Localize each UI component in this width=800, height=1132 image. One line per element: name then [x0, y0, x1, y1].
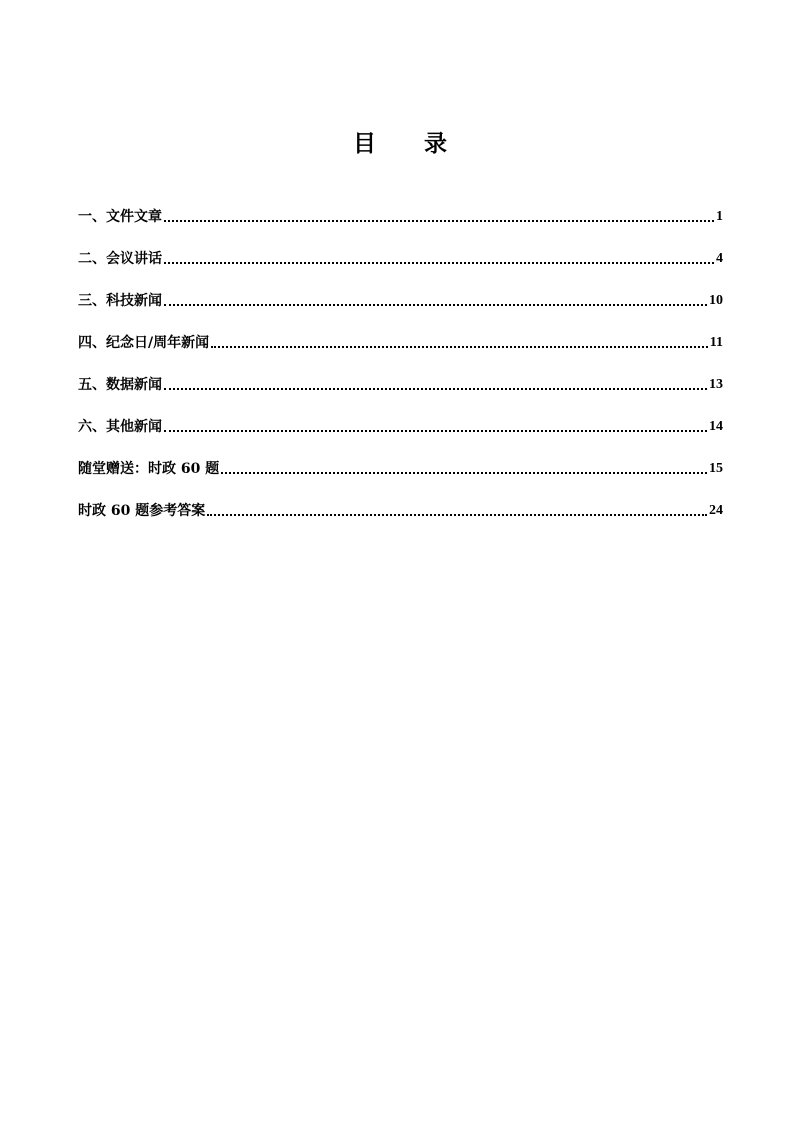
toc-entry[interactable]: [78, 227, 723, 269]
toc-entry-page: 24: [709, 503, 723, 518]
toc-dot-leader: [211, 346, 708, 348]
toc-entry[interactable]: [78, 185, 723, 227]
toc-entry-label: 随堂赠送：时政 60 题: [78, 461, 220, 477]
toc-entry-page: 14: [709, 419, 723, 434]
toc-entry[interactable]: [78, 353, 723, 395]
toc-entry-page: 1: [716, 209, 723, 224]
toc-dot-leader: [164, 220, 714, 222]
toc-entry-label: 六、其他新闻: [78, 419, 162, 435]
toc-entry-label: 二、会议讲话: [78, 251, 162, 267]
toc-title-text: 目 录: [352, 130, 467, 157]
toc-dot-leader: [164, 304, 707, 306]
toc-entry[interactable]: [78, 437, 723, 479]
toc-dot-leader: [164, 262, 714, 264]
toc-entry-label: 时政 60 题参考答案: [78, 503, 206, 519]
toc-entry-label: 三、科技新闻: [78, 293, 162, 309]
toc-entry[interactable]: [78, 311, 723, 353]
toc-entry[interactable]: [78, 479, 723, 521]
toc-entry-page: 13: [709, 377, 723, 392]
toc-entry[interactable]: [78, 269, 723, 311]
toc-entry-page: 15: [709, 461, 723, 476]
toc-list: [78, 185, 723, 521]
toc-entry-label: 四、纪念日/周年新闻: [78, 335, 210, 351]
toc-dot-leader: [207, 514, 707, 516]
toc-dot-leader: [164, 388, 707, 390]
toc-dot-leader: [221, 472, 707, 474]
toc-title: [0, 128, 800, 160]
toc-entry-label: 五、数据新闻: [78, 377, 162, 393]
toc-entry-page: 10: [709, 293, 723, 308]
toc-entry-label: 一、文件文章: [78, 209, 162, 225]
toc-entry-page: 11: [709, 335, 723, 350]
toc-entry[interactable]: [78, 395, 723, 437]
toc-entry-page: 4: [716, 251, 723, 266]
toc-dot-leader: [164, 430, 707, 432]
